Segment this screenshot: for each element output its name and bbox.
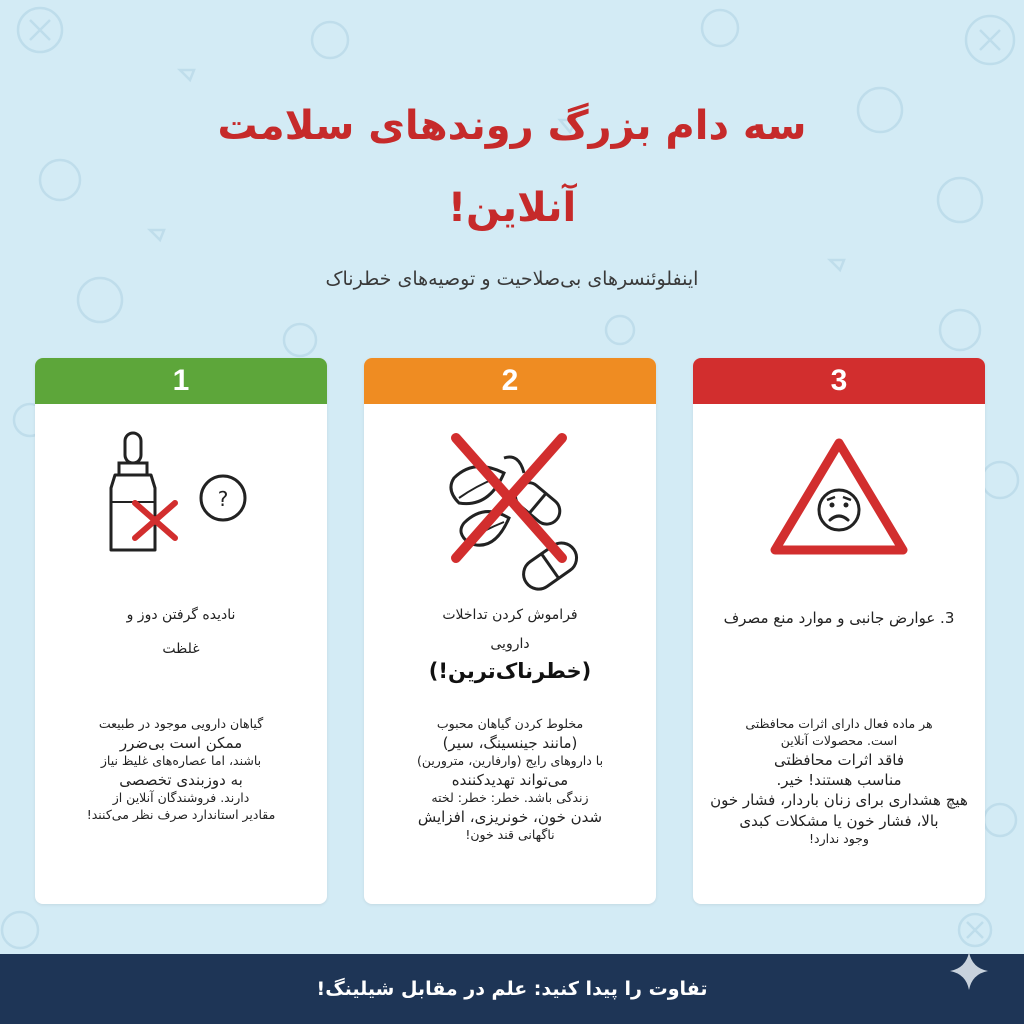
card-1-body-line: دارند. فروشندگان آنلاین از [112,790,250,806]
card-3-heading [703,598,975,638]
card-2-header [364,358,656,404]
card-3-header [693,358,985,404]
card-3-heading-line-1: 3. عوارض جانبی و موارد منع مصرف [723,609,955,627]
card-3-body-line: بالا، فشار خون یا مشکلات کبدی [739,811,939,830]
card-1-heading-line-2: غلظت [162,641,200,657]
card-2 [364,358,656,904]
card-2-body-line: با داروهای رایج (وارفارین، مترورین) [416,753,604,769]
card-2-number: 2 [501,364,519,397]
card-3-body-line: فاقد اثرات محافظتی [773,750,905,769]
card-3-number: 3 [830,364,848,397]
warning-sad-face-icon [693,418,985,618]
question-mark-icon: ? [217,487,229,511]
dropper-bottle-crossed-question-icon [35,418,327,618]
card-1 [35,358,327,904]
card-2-body-line: زندگی باشد. خطر: خطر: لخته [431,790,589,806]
sparkle-icon [948,950,990,992]
card-1-heading [45,598,317,666]
card-2-body-line: می‌تواند تهدیدکننده [451,771,569,789]
herb-pill-crossed-icon [364,418,656,618]
card-1-body-line: مقادیر استاندارد صرف نظر می‌کنند! [86,807,276,823]
card-3-body-line: هر ماده فعال دارای اثرات محافظتی [745,716,933,731]
card-3-body-line: مناسب هستند! خیر. [776,771,902,789]
card-3-body-line: است. محصولات آنلاین [780,732,898,748]
card-1-body-line: گیاهان دارویی موجود در طبیعت [98,716,264,731]
card-2-heading-emphasis: (خطرناک‌ترین!) [428,659,592,683]
card-2-body-line: شدن خون، خونریزی، افزایش [417,808,603,827]
card-2-body [372,716,648,844]
card-1-heading-line-1: نادیده گرفتن دوز و [126,607,236,623]
card-2-heading-line-1: فراموش کردن تداخلات [442,607,578,623]
card-1-body-line: باشند، اما عصاره‌های غلیظ نیاز [100,753,262,769]
page-title-line-1: سه دام بزرگ روندهای سلامت [217,103,807,149]
card-3-body-line: وجود ندارد! [809,830,869,846]
card-3-body [701,716,977,848]
card-2-body-line: (مانند جینسینگ، سیر) [442,733,578,752]
page-subtitle: اینفلوئنسرهای بی‌صلاحیت و توصیه‌های خطرناک [325,268,699,290]
card-2-heading-line-2: دارویی [490,636,530,652]
card-3 [693,358,985,904]
card-3-body-line: هیچ هشداری برای زنان باردار، فشار خون [710,791,968,810]
card-2-body-line: مخلوط کردن گیاهان محبوب [436,716,584,731]
footer-banner [0,954,1024,1024]
card-2-heading [374,598,646,686]
card-1-header [35,358,327,404]
card-1-number: 1 [172,364,190,397]
card-2-body-line: ناگهانی قند خون! [465,827,555,843]
card-1-body-line: ممکن است بی‌ضرر [119,733,243,752]
card-1-body-line: به دوزبندی تخصصی [119,771,243,789]
card-1-body [43,716,319,824]
footer-text: تفاوت را پیدا کنید: علم در مقابل شیلینگ! [316,978,708,1000]
page-title-line-2: آنلاین! [447,185,577,231]
